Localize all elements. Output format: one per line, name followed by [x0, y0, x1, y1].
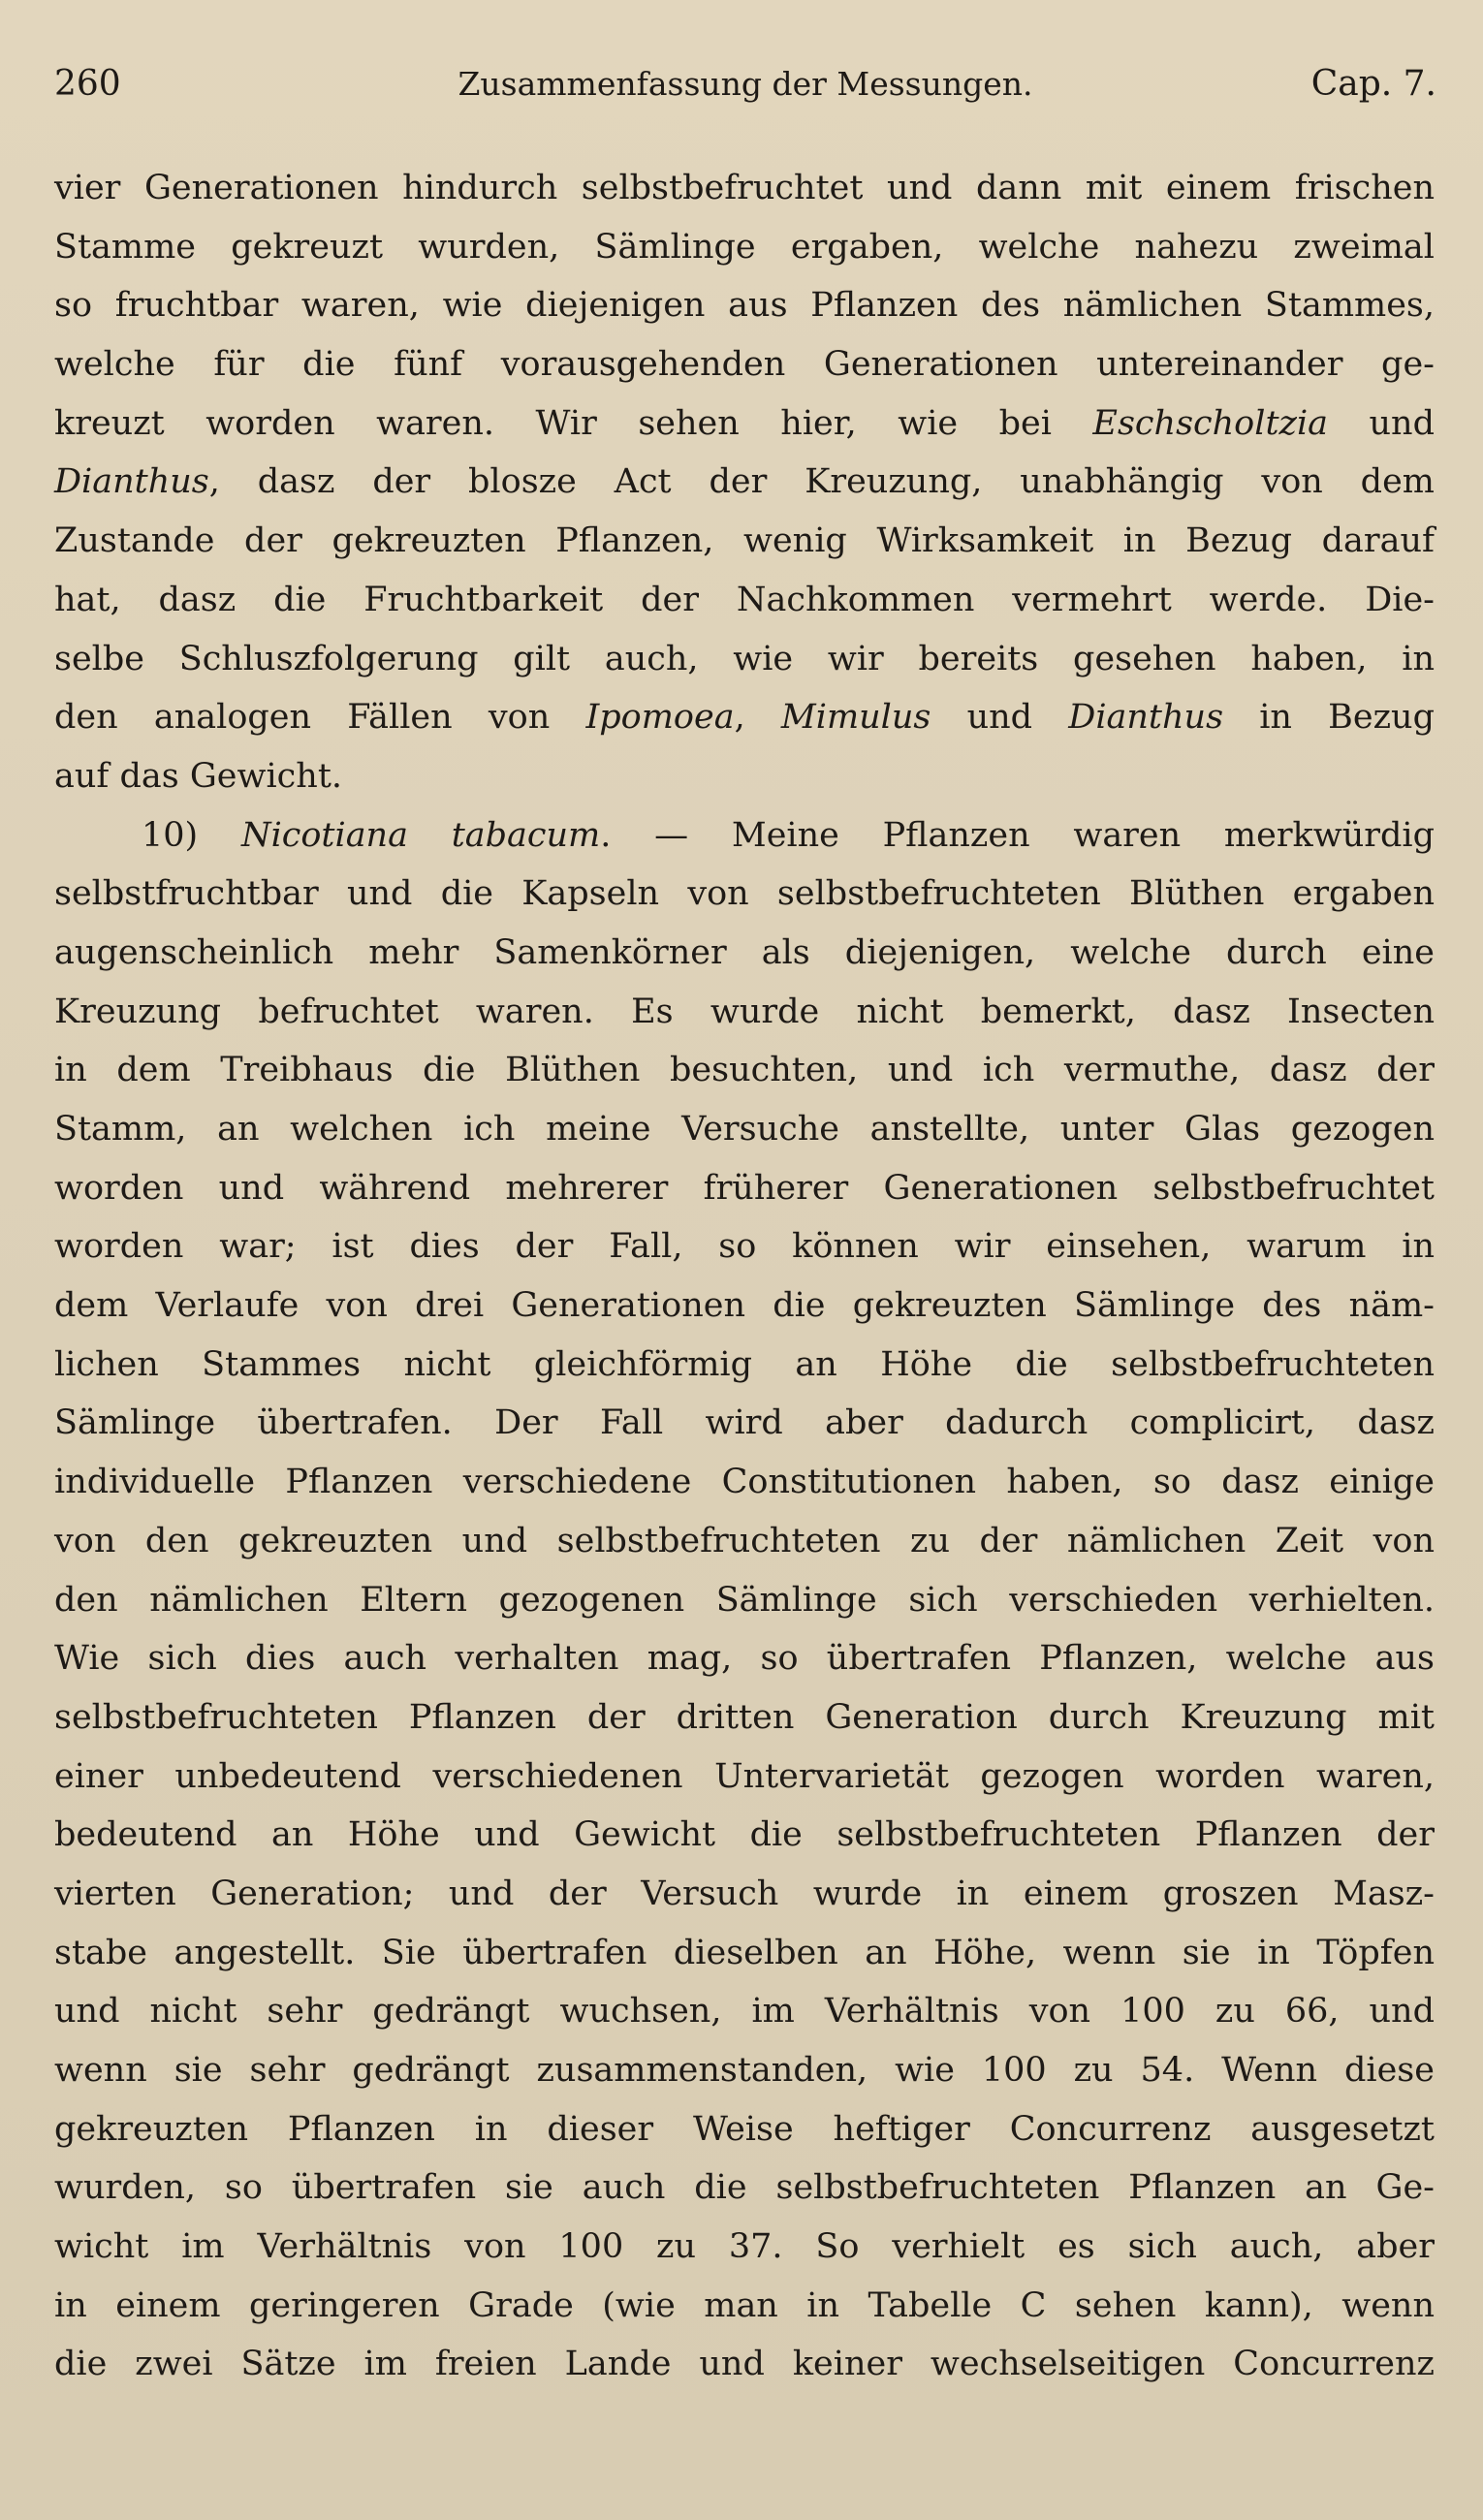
text-line: augenscheinlich mehr Samenkörner als diejenigen, welche durch eine — [54, 932, 1435, 972]
running-title: Zusammenfassung der Messungen. — [458, 65, 1033, 103]
body-text — [54, 159, 1435, 2394]
text-line: die zwei Sätze im freien Lande und keiner wechselseitigen Concurrenz — [54, 2345, 1435, 2384]
text-line: in einem geringeren Grade (wie man in Tabelle C sehen kann), wenn — [54, 2285, 1435, 2325]
chapter-label: Cap. 7. — [1310, 64, 1436, 104]
text-line: Zustande der gekreuzten Pflanzen, wenig Wirksamkeit in Bezug darauf — [54, 521, 1435, 561]
text-line: so fruchtbar waren, wie diejenigen aus Pflanzen des nämlichen Stammes, — [54, 286, 1435, 326]
text-line: den analogen Fällen von Ipomoea, Mimulus und Dianthus in Bezug — [54, 698, 1435, 738]
text-line: in dem Treibhaus die Blüthen besuchten, und ich vermuthe, dasz der — [54, 1051, 1435, 1090]
text-line: selbstfruchtbar und die Kapseln von selbstbefruchteten Blüthen ergaben — [54, 874, 1435, 914]
text-line: kreuzt worden waren. Wir sehen hier, wie bei Eschscholtzia und — [54, 403, 1435, 443]
text-line: Sämlinge übertrafen. Der Fall wird aber dadurch complicirt, dasz — [54, 1403, 1435, 1443]
text-line: wenn sie sehr gedrängt zusammenstanden, wie 100 zu 54. Wenn diese — [54, 2051, 1435, 2090]
text-line: Stamm, an welchen ich meine Versuche anstellte, unter Glas gezogen — [54, 1110, 1435, 1149]
text-line: individuelle Pflanzen verschiedene Constitutionen haben, so dasz einige — [54, 1463, 1435, 1502]
text-line: 10) Nicotiana tabacum. — Meine Pflanzen waren merkwürdig — [142, 815, 1435, 855]
text-line: und nicht sehr gedrängt wuchsen, im Verhältnis von 100 zu 66, und — [54, 1992, 1435, 2032]
text-line: welche für die fünf vorausgehenden Generationen untereinander ge- — [54, 345, 1435, 385]
text-line: Kreuzung befruchtet waren. Es wurde nicht bemerkt, dasz Insecten — [54, 992, 1435, 1031]
text-line: wicht im Verhältnis von 100 zu 37. So verhielt es sich auch, aber — [54, 2227, 1435, 2267]
text-line: Wie sich dies auch verhalten mag, so übertrafen Pflanzen, welche aus — [54, 1639, 1435, 1679]
text-line: den nämlichen Eltern gezogenen Sämlinge sich verschieden verhielten. — [54, 1580, 1435, 1620]
text-line: worden war; ist dies der Fall, so können wir einsehen, warum in — [54, 1227, 1435, 1267]
text-line: selbstbefruchteten Pflanzen der dritten Generation durch Kreuzung mit — [54, 1697, 1435, 1737]
text-line: gekreuzten Pflanzen in dieser Weise heftiger Concurrenz ausgesetzt — [54, 2109, 1435, 2149]
text-line: Dianthus, dasz der blosze Act der Kreuzung, unabhängig von dem — [54, 462, 1435, 502]
text-line: bedeutend an Höhe und Gewicht die selbstbefruchteten Pflanzen der — [54, 1815, 1435, 1855]
text-line: dem Verlaufe von drei Generationen die gekreuzten Sämlinge des näm- — [54, 1286, 1435, 1326]
page-header — [54, 60, 1436, 109]
text-line: vier Generationen hindurch selbstbefruchtet und dann mit einem frischen — [54, 169, 1435, 207]
text-line: worden und während mehrerer früherer Generationen selbstbefruchtet — [54, 1168, 1435, 1208]
text-line: stabe angestellt. Sie übertrafen dieselben an Höhe, wenn sie in Töpfen — [54, 1933, 1435, 1972]
text-line: von den gekreuzten und selbstbefruchteten zu der nämlichen Zeit von — [54, 1521, 1435, 1560]
text-line: vierten Generation; und der Versuch wurde in einem groszen Masz- — [54, 1874, 1435, 1913]
text-line: auf das Gewicht. — [54, 756, 343, 796]
text-line: selbe Schluszfolgerung gilt auch, wie wir bereits gesehen haben, in — [54, 639, 1435, 678]
page-number: 260 — [54, 64, 121, 104]
text-line: einer unbedeutend verschiedenen Untervarietät gezogen worden waren, — [54, 1756, 1435, 1796]
text-line: Stamme gekreuzt wurden, Sämlinge ergaben, welche nahezu zweimal — [54, 227, 1435, 267]
text-line: hat, dasz die Fruchtbarkeit der Nachkommen vermehrt werde. Die- — [54, 580, 1435, 619]
text-line: wurden, so übertrafen sie auch die selbstbefruchteten Pflanzen an Ge- — [54, 2168, 1435, 2208]
text-line: lichen Stammes nicht gleichförmig an Höhe die selbstbefruchteten — [54, 1344, 1435, 1384]
